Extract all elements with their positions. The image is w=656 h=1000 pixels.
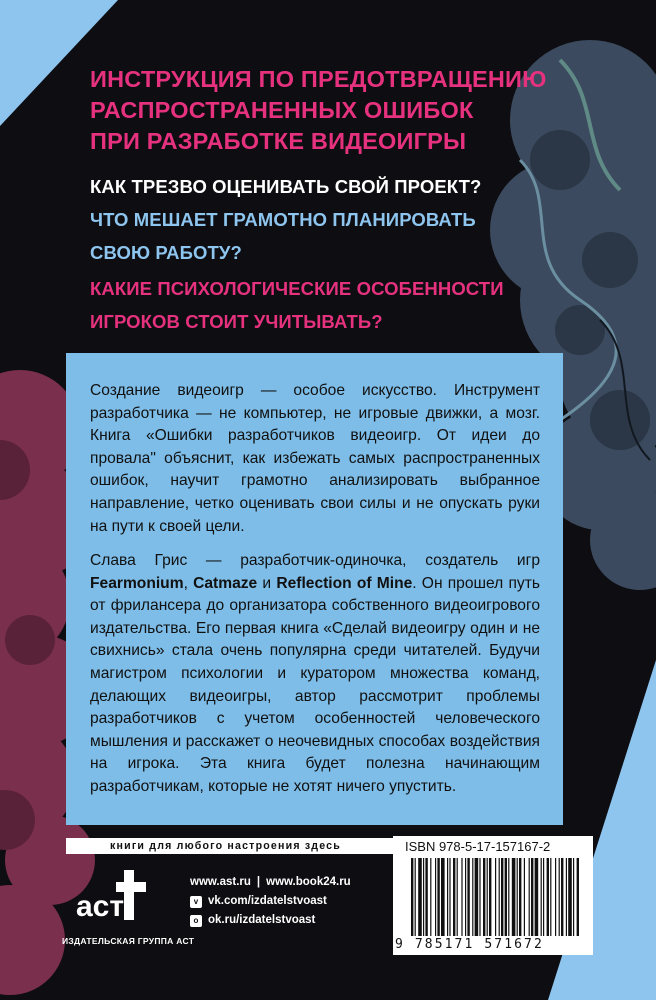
vk-link[interactable]: vk.com/izdatelstvoast: [208, 895, 327, 907]
question-evaluate-project: КАК ТРЕЗВО ОЦЕНИВАТЬ СВОЙ ПРОЕКТ?: [90, 176, 482, 197]
barcode-bar: [512, 858, 516, 936]
site-divider: |: [256, 876, 261, 888]
barcode-bar: [487, 858, 488, 936]
barcode-bar: [541, 858, 542, 936]
barcode-bar: [483, 858, 485, 936]
author-bio-text: . Он прошел путь от фрилансера до организатора собственного видеоигрового издательства. Его первая книга «Сделай видеоигру один и не свихнись» стала очень популярна среди читателей. Будучи магистром психологии и куратором множества команд, делающих видеоигры, автор рассмотрит проблемы разработчиков с учетом особенностей человеческого мышления и расскажет о неочевидных способах воздействия на игрока. Эта книга будет полезна начинающим разработчикам, которые не хотят ничего упустить.: [90, 574, 540, 795]
vk-icon: v: [190, 896, 202, 908]
barcode-bar: [573, 858, 574, 936]
barcode-bar: [559, 858, 560, 936]
barcode-bar: [529, 858, 530, 936]
barcode-bar: [430, 858, 431, 936]
site-ast-link[interactable]: www.ast.ru: [190, 876, 251, 888]
barcode-bar: [467, 858, 469, 936]
barcode-bar: [465, 858, 466, 936]
barcode-panel: [393, 836, 593, 955]
barcode-bar: [425, 858, 427, 936]
ast-logo: [72, 868, 152, 930]
description-box: [66, 353, 563, 825]
game-title-reflection-of-mine: Reflection of Mine: [276, 574, 413, 592]
barcode-bar: [555, 858, 556, 936]
barcode-bar: [508, 858, 509, 936]
barcode-bar: [499, 858, 500, 936]
barcode-bar: [505, 858, 507, 936]
tagline-cap: [385, 838, 393, 854]
headline: [90, 64, 610, 157]
barcode-bar: [535, 858, 539, 936]
tagline-banner: книги для любого настроения здесь: [66, 838, 385, 854]
separator-and: и: [257, 574, 277, 592]
ean-number: 9 785171 571672: [395, 937, 544, 952]
publisher-name: ИЗДАТЕЛЬСКАЯ ГРУППА АСТ: [62, 936, 195, 946]
question-psychology: КАКИЕ ПСИХОЛОГИЧЕСКИЕ ОСОБЕННОСТИ ИГРОКОВ СТОИТ УЧИТЫВАТЬ?: [90, 278, 504, 332]
barcode-bar: [501, 858, 503, 936]
barcode-bar: [524, 858, 525, 936]
ok-row: [190, 911, 351, 930]
ok-link[interactable]: ok.ru/izdatelstvoast: [208, 914, 316, 926]
isbn-number: ISBN 978-5-17-157167-2: [405, 839, 551, 854]
barcode-bar: [415, 858, 416, 936]
barcode-bar: [561, 858, 563, 936]
barcode-bar: [547, 858, 549, 936]
barcode-bar: [411, 858, 413, 936]
barcode-bar: [472, 858, 473, 936]
site-book24-link[interactable]: www.book24.ru: [266, 876, 351, 888]
barcode-bar: [437, 858, 439, 936]
headline-line-1: ИНСТРУКЦИЯ ПО ПРЕДОТВРАЩЕНИЮ: [90, 66, 547, 92]
barcode-bar: [543, 858, 544, 936]
barcode-bar: [479, 858, 480, 936]
barcode-bar: [568, 858, 572, 936]
vk-row: [190, 892, 351, 911]
websites-row: [190, 873, 351, 892]
barcode-bar: [457, 858, 458, 936]
barcode-bar: [517, 858, 518, 936]
barcode-bar: [447, 858, 448, 936]
ok-icon: o: [190, 915, 202, 927]
ast-logo-text: аст: [76, 890, 125, 923]
description-paragraph-1: Создание видеоигр — особое искусство. Инструмент разработчика — не компьютер, не игровые движки, а мозг. Книга «Ошибки разработчиков видеоигр. От идеи до провала" объяснит, как избежать самых распространенных ошибок, научит грамотно анализировать выбранное направление, четко оценивать свои силы и не опускать руки на пути к своей цели.: [90, 382, 540, 535]
barcode-bar: [423, 858, 424, 936]
barcode-bar: [577, 858, 579, 936]
barcode-bar: [566, 858, 567, 936]
barcode-bar: [441, 858, 445, 936]
barcode-bar: [495, 858, 496, 936]
game-title-fearmonium: Fearmonium: [90, 574, 184, 592]
barcode-bar: [519, 858, 521, 936]
publisher-links: [190, 873, 351, 930]
barcode-bars: [411, 858, 581, 938]
barcode-bar: [449, 858, 450, 936]
barcode-bar: [418, 858, 422, 936]
barcode-bar: [435, 858, 436, 936]
author-intro-text: Слава Грис — разработчик-одиночка, создатель игр: [90, 552, 540, 569]
barcode-bar: [475, 858, 479, 936]
headline-line-3: ПРИ РАЗРАБОТКЕ ВИДЕОИГРЫ: [90, 128, 467, 154]
game-title-catmaze: Catmaze: [193, 574, 258, 592]
barcode-bar: [461, 858, 462, 936]
barcode-bar: [531, 858, 533, 936]
headline-line-2: РАСПРОСТРАНЕННЫХ ОШИБОК: [90, 97, 474, 123]
barcode-bar: [550, 858, 551, 936]
question-planning: ЧТО МЕШАЕТ ГРАМОТНО ПЛАНИРОВАТЬ СВОЮ РАБОТУ?: [90, 209, 476, 263]
separator-comma: ,: [183, 574, 194, 592]
description-paragraph-2: [90, 550, 540, 799]
barcode-bar: [489, 858, 491, 936]
barcode-bar: [453, 858, 455, 936]
